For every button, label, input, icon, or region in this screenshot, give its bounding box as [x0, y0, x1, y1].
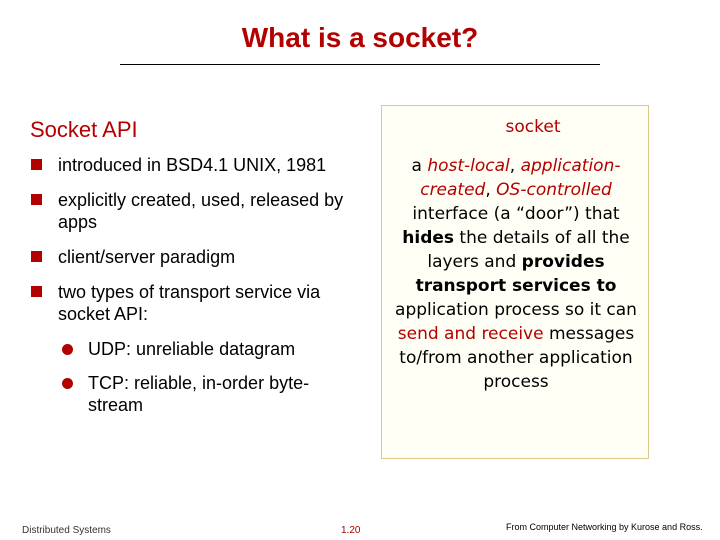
- def-bold: hides: [402, 228, 455, 248]
- definition-text: [390, 154, 642, 394]
- bullet-item: [30, 154, 350, 176]
- def-text: ,: [509, 156, 521, 176]
- def-text: application process so it can: [395, 300, 637, 320]
- def-emphasis: host-local: [427, 156, 510, 176]
- square-bullet-icon: [31, 159, 42, 170]
- slide-title: What is a socket?: [241, 22, 479, 53]
- title-underline: [120, 64, 600, 65]
- square-bullet-icon: [31, 286, 42, 297]
- square-bullet-icon: [31, 194, 42, 205]
- sub-bullet-item: [30, 338, 350, 360]
- bullet-text: two types of transport service via socket API:: [58, 282, 321, 324]
- def-text: messages to/from another application process: [399, 324, 635, 392]
- def-emphasis: OS-controlled: [496, 180, 612, 200]
- footer-source: From Computer Networking by Kurose and Ross.: [506, 522, 703, 532]
- sub-bullet-item: [30, 372, 350, 416]
- square-bullet-icon: [31, 251, 42, 262]
- def-text: interface (a “door”) that: [412, 204, 620, 224]
- bullet-text: introduced in BSD4.1 UNIX, 1981: [58, 155, 327, 175]
- def-text: the details of all the layers and: [427, 228, 630, 272]
- bullet-item: [30, 281, 350, 325]
- round-bullet-icon: [62, 378, 73, 389]
- bullet-item: [30, 189, 350, 233]
- section-heading: Socket API: [30, 117, 138, 142]
- def-text: ,: [485, 180, 497, 200]
- round-bullet-icon: [62, 344, 73, 355]
- def-text: a: [411, 156, 428, 176]
- bullet-text: client/server paradigm: [58, 247, 236, 267]
- def-bold: provides transport services to: [415, 252, 617, 296]
- bullet-item: [30, 246, 350, 268]
- footer-course: Distributed Systems: [22, 525, 111, 536]
- bullet-text: explicitly created, used, released by apps: [58, 190, 344, 232]
- sub-bullet-text: UDP: unreliable datagram: [88, 339, 296, 359]
- def-highlight: send and receive: [397, 324, 544, 344]
- box-label: socket: [505, 117, 561, 137]
- page-number: 1.20: [341, 525, 361, 536]
- bullet-list: [30, 154, 350, 428]
- socket-definition-box: [381, 105, 649, 459]
- def-emphasis: application-created: [420, 156, 621, 200]
- sub-bullet-text: TCP: reliable, in-order byte-stream: [88, 373, 310, 415]
